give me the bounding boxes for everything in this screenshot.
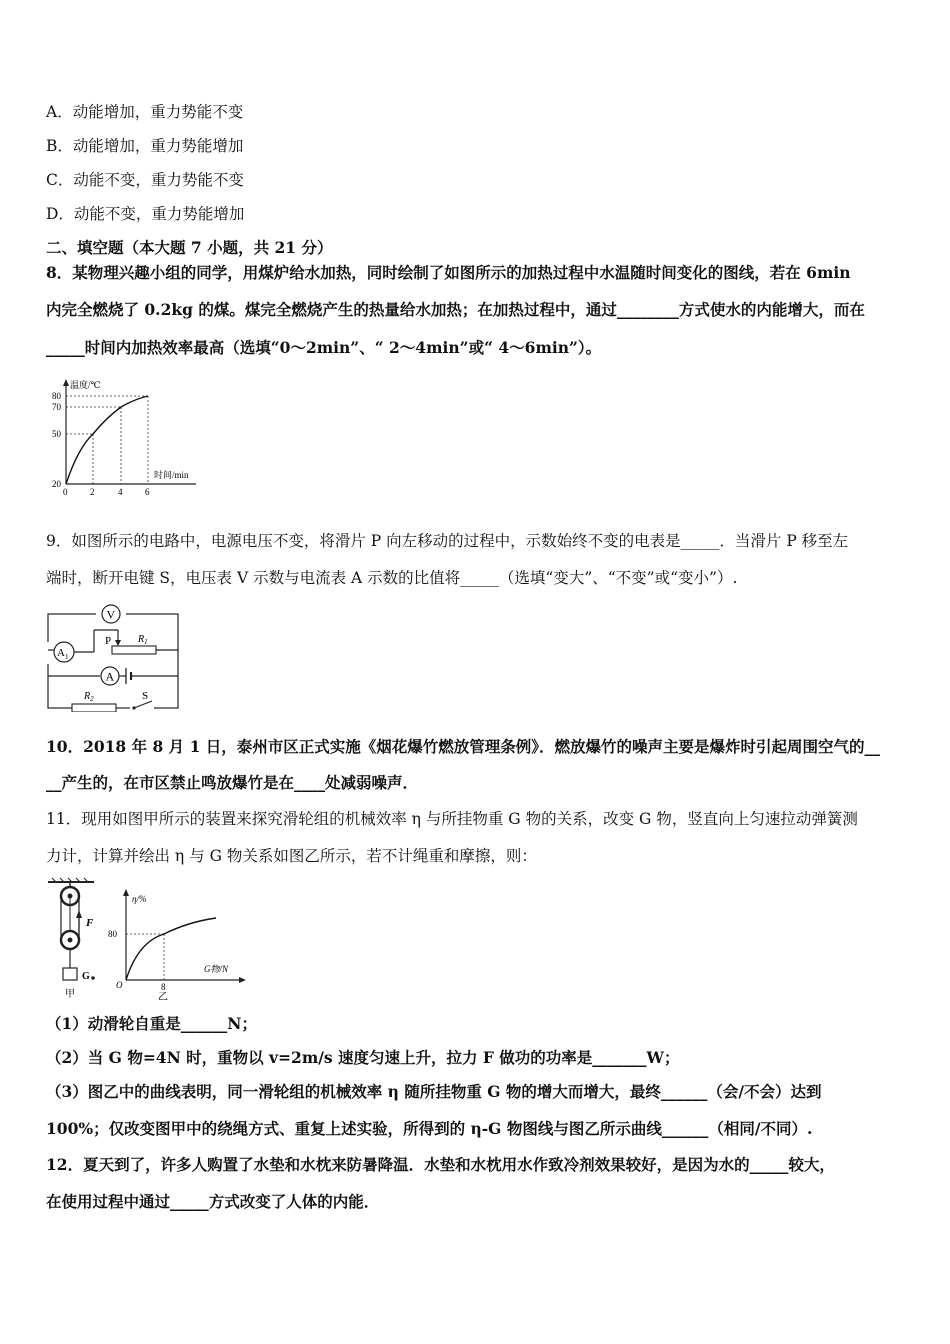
q12-line2: 在使用过程中通过_____方式改变了人体的内能． — [46, 1192, 380, 1211]
voltmeter-label: V — [106, 607, 116, 622]
q11-efficiency-curve — [126, 918, 216, 980]
slider-arrow-icon — [115, 640, 121, 646]
q7-option-d: D．动能不变，重力势能增加 — [46, 205, 245, 223]
q10-line1: 10．2018 年 8 月 1 日，泰州市区正式实施《烟花爆竹燃放管理条例》．燃放爆竹的噪声主要是爆炸时引起周围空气的__ — [46, 737, 881, 756]
slider-label: P — [105, 635, 112, 647]
switch-label: S — [142, 690, 149, 702]
force-label: F — [86, 917, 94, 929]
section2-title: 二、填空题（本大题 7 小题，共 21 分） — [46, 238, 333, 257]
q8-y-arrow — [63, 379, 69, 386]
q11-efficiency-graph-yi — [108, 884, 248, 1000]
q11-sub1: （1）动滑轮自重是______N； — [46, 1014, 257, 1033]
q8-line2: 内完全燃烧了 0.2kg 的煤。煤完全燃烧产生的热量给水加热；在加热过程中，通过________方式使水的内能增大，而在 — [46, 300, 865, 319]
weight-block — [63, 968, 77, 980]
q9-line1: 9．如图所示的电路中，电源电压不变，将滑片 P 向左移动的过程中，示数始终不变的电表是_____．当滑片 P 移至左 — [46, 532, 849, 550]
q12-line1: 12．夏天到了，许多人购置了水垫和水枕来防暑降温．水垫和水枕用水作致冷剂效果较好，是因为水的_____较大， — [46, 1155, 835, 1174]
resistor-r2 — [72, 704, 116, 712]
q9-circuit-diagram — [42, 600, 182, 712]
q8-x-tick-6: 6 — [145, 487, 150, 496]
q8-x-tick-0: 0 — [63, 487, 68, 496]
q8-y-tick-50: 50 — [52, 429, 61, 439]
q11-y-tick-80: 80 — [108, 929, 117, 939]
caption-jia: 甲 — [65, 989, 75, 1000]
force-arrow-icon — [76, 910, 82, 918]
q8-x-label: 时间/min — [154, 470, 189, 480]
caption-yi: 乙 — [158, 992, 168, 1000]
q8-x-tick-2: 2 — [90, 487, 95, 496]
q11-line2: 力计，计算并绘出 η 与 G 物关系如图乙所示，若不计绳重和摩擦，则： — [46, 847, 537, 865]
weight-label: G — [82, 971, 90, 982]
resistor-r1 — [112, 646, 156, 654]
q11-sub3-line1: （3）图乙中的曲线表明，同一滑轮组的机械效率 η 随所挂物重 G 物的增大而增大，最终______（会/不会）达到 — [46, 1082, 822, 1101]
q7-option-c: C．动能不变，重力势能不变 — [46, 171, 244, 189]
q10-line2: __产生的，在市区禁止鸣放爆竹是在____处减弱噪声． — [46, 773, 419, 792]
q8-x-tick-4: 4 — [118, 487, 123, 496]
r1-label: $R_1$ — [138, 634, 148, 646]
q11-x-label: G物/N — [204, 964, 229, 974]
q8-temperature-graph — [40, 376, 200, 496]
q11-x-tick-8: 8 — [161, 982, 166, 992]
q11-origin: O — [116, 980, 123, 990]
r2-label: $R_2$ — [84, 691, 94, 703]
ammeter-a1-label: $A_1$ — [57, 647, 69, 661]
q7-option-b: B．动能增加，重力势能增加 — [46, 137, 244, 155]
q8-y-tick-70: 70 — [52, 402, 61, 412]
q8-line1: 8．某物理兴趣小组的同学，用煤炉给水加热，同时绘制了如图所示的加热过程中水温随时间变化的图线，若在 6min — [46, 263, 851, 282]
q8-y-label: 温度/℃ — [70, 380, 101, 390]
q11-y-label: η/% — [132, 894, 147, 904]
q11-line1: 11．现用如图甲所示的装置来探究滑轮组的机械效率 η 与所挂物重 G 物的关系，改变 G 物，竖直向上匀速拉动弹簧测 — [46, 810, 858, 828]
q8-line3: _____时间内加热效率最高（选填“0～2min”、“ 2～4min”或“ 4～6min”）。 — [46, 338, 602, 357]
q8-y-tick-80: 80 — [52, 391, 61, 401]
q8-y-tick-20: 20 — [52, 479, 61, 489]
q11-sub3-line2: 100%；仅改变图甲中的绕绳方式、重复上述实验，所得到的 η-G 物图线与图乙所示曲线______（相同/不同）. — [46, 1119, 813, 1138]
q7-option-a: A．动能增加，重力势能不变 — [46, 103, 244, 121]
q9-line2: 端时，断开电键 S，电压表 V 示数与电流表 A 示数的比值将_____（选填“变大”、“不变”或“变小”）. — [46, 569, 738, 587]
q11-sub2: （2）当 G 物=4N 时，重物以 v=2m/s 速度匀速上升，拉力 F 做功的功率是_______W； — [46, 1048, 680, 1067]
q8-curve — [66, 396, 148, 484]
ammeter-a-label: A — [105, 669, 115, 684]
